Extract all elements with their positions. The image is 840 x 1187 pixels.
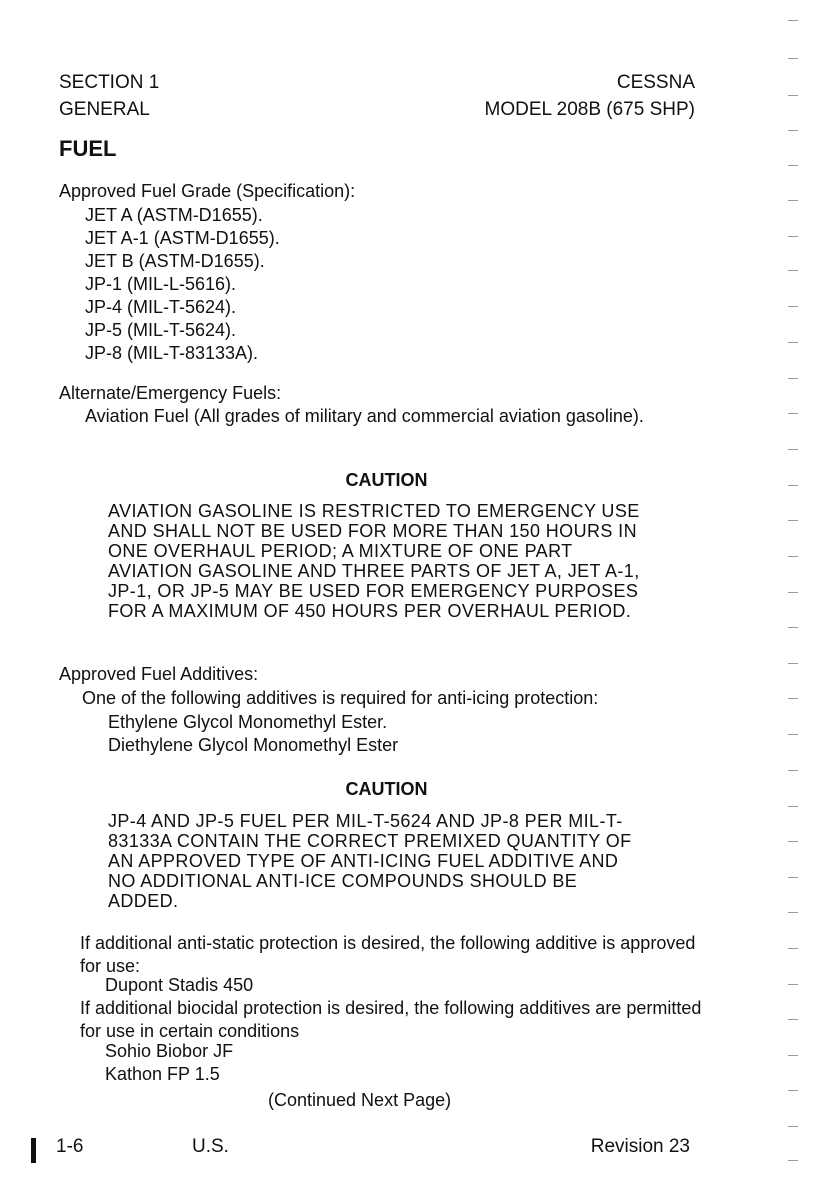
fuel-grade-item: JP-8 (MIL-T-83133A). xyxy=(85,343,259,363)
antistatic-item: Dupont Stadis 450 xyxy=(105,975,254,995)
fuel-grade-item: JP-4 (MIL-T-5624). xyxy=(85,297,237,317)
caution-heading: CAUTION xyxy=(345,470,428,490)
manufacturer: CESSNA xyxy=(616,72,695,93)
antistatic-text: If additional anti-static protection is desired, the following additive is approved for use: xyxy=(80,933,696,976)
fuel-grade-item: JP-1 (MIL-L-5616). xyxy=(85,274,237,294)
approved-grades-label: Approved Fuel Grade (Specification): xyxy=(59,181,356,201)
page-title: FUEL xyxy=(59,136,117,161)
alternate-fuels-label: Alternate/Emergency Fuels: xyxy=(59,383,282,403)
fuel-grade-item: JET A-1 (ASTM-D1655). xyxy=(85,228,280,248)
continued-note: (Continued Next Page) xyxy=(268,1090,452,1110)
section-number: SECTION 1 xyxy=(59,72,160,93)
biocidal-text: If additional biocidal protection is desired, the following additives are permitted for use in certain conditions xyxy=(80,998,702,1041)
caution-text: JP-4 AND JP-5 FUEL PER MIL-T-5624 AND JP-8 PER MIL-T-83133A CONTAIN THE CORRECT PREMIXED QUANTITY OF AN APPROVED TYPE OF ANTI-ICING FUEL ADDITIVE AND NO ADDITIONAL ANTI-ICE COMPOUNDS SHOULD BE ADDED. xyxy=(108,811,632,911)
model: MODEL 208B (675 SHP) xyxy=(484,99,695,120)
biocidal-item: Sohio Biobor JF xyxy=(105,1041,234,1061)
fuel-grade-item: JET A (ASTM-D1655). xyxy=(85,205,263,225)
alternate-fuels-text: Aviation Fuel (All grades of military and commercial aviation gasoline). xyxy=(85,406,644,426)
revision-label: Revision 23 xyxy=(590,1136,690,1157)
caution-heading: CAUTION xyxy=(345,779,428,799)
additive-item: Ethylene Glycol Monomethyl Ester. xyxy=(108,712,388,732)
section-name: GENERAL xyxy=(59,99,150,120)
additives-intro: One of the following additives is required for anti-icing protection: xyxy=(82,688,599,708)
additives-label: Approved Fuel Additives: xyxy=(59,664,259,684)
additive-item: Diethylene Glycol Monomethyl Ester xyxy=(108,735,399,755)
fuel-grade-item: JET B (ASTM-D1655). xyxy=(85,251,265,271)
revision-bar xyxy=(31,1138,36,1163)
fuel-grade-item: JP-5 (MIL-T-5624). xyxy=(85,320,237,340)
caution-text: AVIATION GASOLINE IS RESTRICTED TO EMERGENCY USE AND SHALL NOT BE USED FOR MORE THAN 150 HOURS IN ONE OVERHAUL PERIOD; A MIXTURE OF ONE PART AVIATION GASOLINE AND THREE PARTS OF JET A, JET A-1, JP-1, OR JP-5 MAY BE USED FOR EMERGENCY PURPOSES FOR A MAXIMUM OF 450 HOURS PER OVERHAUL PERIOD. xyxy=(108,501,640,621)
region-label: U.S. xyxy=(192,1136,229,1157)
biocidal-item: Kathon FP 1.5 xyxy=(105,1064,220,1084)
page-number: 1-6 xyxy=(56,1136,84,1157)
